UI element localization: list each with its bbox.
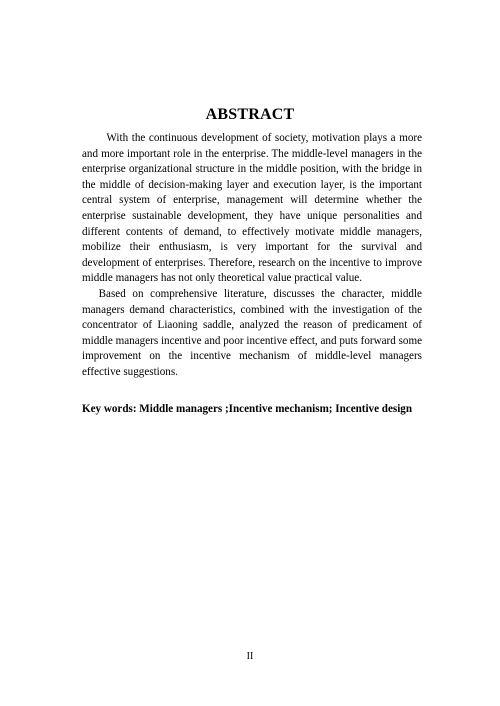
abstract-paragraph-2: Based on comprehensive literature, discusses the character, middle managers demand characteristics, combined with the investigation of the concentrator of Liaoning saddle, analyzed the reason of predicament of middle managers incentive and poor incentive effect, and puts forward some improvement on the incentive mechanism of middle-level managers effective suggestions. <box>82 287 422 378</box>
abstract-body <box>82 131 422 381</box>
keywords-line: Key words: Middle managers ;Incentive mechanism; Incentive design <box>82 403 413 415</box>
abstract-paragraph-1: With the continuous development of society, motivation plays a more and more important role in the enterprise. The middle-level managers in the enterprise organizational structure in the middle position, with the bridge in the middle of decision-making layer and execution layer, is the important central system of enterprise, management will determine whether the enterprise sustainable development, they have unique personalities and different contents of demand, to effectively motivate middle managers, mobilize their enthusiasm, is very important for the survival and development of enterprises. Therefore, research on the incentive to improve middle managers has not only theoretical value practical value. <box>82 132 422 285</box>
abstract-title: ABSTRACT <box>205 106 295 123</box>
page-number: II <box>246 651 254 662</box>
